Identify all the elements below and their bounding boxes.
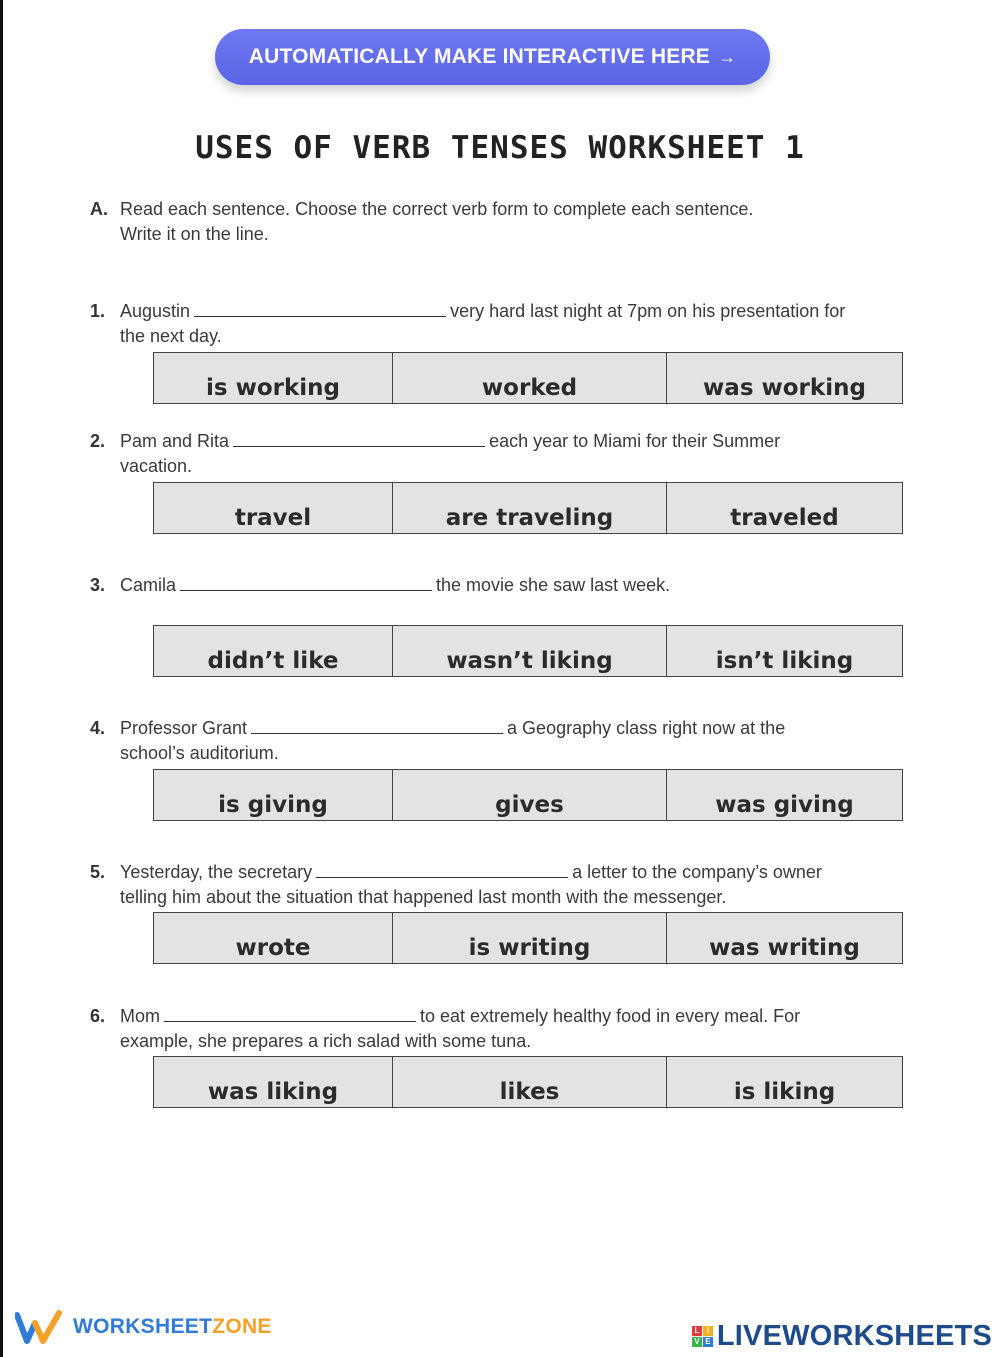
answer-blank[interactable] — [164, 1007, 416, 1022]
question-text-before: Yesterday, the secretary — [120, 862, 313, 882]
arrow-right-icon: → — [718, 46, 737, 67]
options-row-3 — [153, 625, 903, 677]
option-button[interactable]: was working — [703, 375, 866, 401]
option-button[interactable]: is writing — [393, 913, 667, 963]
question-5 — [90, 860, 940, 910]
liveworksheets-logo[interactable] — [692, 1320, 992, 1353]
worksheetzone-logo[interactable] — [15, 1309, 272, 1345]
option-button[interactable]: gives — [393, 770, 667, 820]
question-text-after: very hard last night at 7pm on his presentation for — [450, 301, 846, 321]
worksheetzone-w-icon — [15, 1309, 63, 1345]
brand-part-b: ZONE — [212, 1315, 272, 1338]
question-text-after: to eat extremely healthy food in every meal. For — [420, 1006, 801, 1026]
question-text-continued: telling him about the situation that happened last month with the messenger. — [120, 887, 727, 907]
option-button[interactable]: was writing — [709, 935, 860, 961]
option-button[interactable]: is giving — [154, 770, 393, 820]
icon-letter: I — [703, 1326, 713, 1336]
icon-letter: L — [692, 1326, 702, 1336]
options-row-6 — [153, 1056, 903, 1108]
question-text-before: Augustin — [120, 301, 191, 321]
answer-blank[interactable] — [194, 302, 446, 317]
options-row-4 — [153, 769, 903, 821]
option-button[interactable]: isn’t liking — [715, 648, 854, 674]
option-button[interactable]: travel — [154, 483, 393, 533]
answer-blank[interactable] — [180, 576, 432, 591]
question-text-after: each year to Miami for their Summer — [489, 431, 781, 451]
worksheetzone-brand — [73, 1315, 272, 1339]
question-number: 1. — [90, 301, 106, 321]
question-text-after: a Geography class right now at the — [507, 718, 786, 738]
liveworksheets-brand: LIVEWORKSHEETS — [716, 1320, 992, 1352]
question-text-continued: example, she prepares a rich salad with some tuna. — [120, 1031, 532, 1051]
question-number: 5. — [90, 862, 106, 882]
question-text-after: the movie she saw last week. — [436, 575, 671, 595]
question-text-before: Camila — [120, 575, 177, 595]
question-number: 4. — [90, 718, 106, 738]
option-button[interactable]: wrote — [154, 913, 393, 963]
brand-part-a: WORKSHEET — [73, 1315, 213, 1338]
question-text-before: Mom — [120, 1006, 160, 1026]
option-button[interactable]: is working — [154, 353, 393, 403]
options-row-5 — [153, 912, 903, 964]
question-number: 3. — [90, 575, 106, 595]
option-button[interactable]: likes — [393, 1057, 667, 1107]
make-interactive-button[interactable] — [215, 29, 770, 85]
question-2 — [90, 429, 940, 479]
option-button[interactable]: worked — [393, 353, 667, 403]
option-button[interactable]: is liking — [733, 1079, 836, 1105]
question-text-after: a letter to the company’s owner — [572, 862, 822, 882]
question-number: 2. — [90, 431, 106, 451]
option-button[interactable]: was giving — [715, 792, 854, 818]
option-button[interactable]: are traveling — [393, 483, 667, 533]
question-text-continued: the next day. — [120, 326, 222, 346]
worksheet-title: USES OF VERB TENSES WORKSHEET 1 — [195, 130, 805, 166]
make-interactive-label: AUTOMATICALLY MAKE INTERACTIVE HERE — [248, 45, 711, 68]
question-text-before: Professor Grant — [120, 718, 248, 738]
answer-blank[interactable] — [316, 863, 568, 878]
question-text-continued: vacation. — [120, 456, 193, 476]
question-number: 6. — [90, 1006, 106, 1026]
icon-letter: V — [692, 1337, 702, 1347]
instructions-line-2: Write it on the line. — [120, 224, 269, 244]
question-text-before: Pam and Rita — [120, 431, 230, 451]
page-edge — [0, 0, 3, 1357]
question-text-continued: school’s auditorium. — [120, 743, 279, 763]
option-button[interactable]: wasn’t liking — [393, 626, 667, 676]
icon-letter: E — [703, 1337, 713, 1347]
option-button[interactable]: was liking — [154, 1057, 393, 1107]
question-3 — [90, 573, 940, 598]
options-row-2 — [153, 482, 903, 534]
option-button[interactable]: didn’t like — [154, 626, 393, 676]
options-row-1 — [153, 352, 903, 404]
question-6 — [90, 1004, 940, 1054]
liveworksheets-icon — [692, 1326, 713, 1347]
option-button[interactable]: traveled — [730, 505, 839, 531]
section-letter: A. — [90, 199, 108, 219]
answer-blank[interactable] — [251, 719, 503, 734]
instructions-line-1: Read each sentence. Choose the correct verb form to complete each sentence. — [120, 199, 754, 219]
question-1 — [90, 299, 940, 349]
question-4 — [90, 716, 940, 766]
answer-blank[interactable] — [233, 432, 485, 447]
instructions — [90, 197, 910, 247]
